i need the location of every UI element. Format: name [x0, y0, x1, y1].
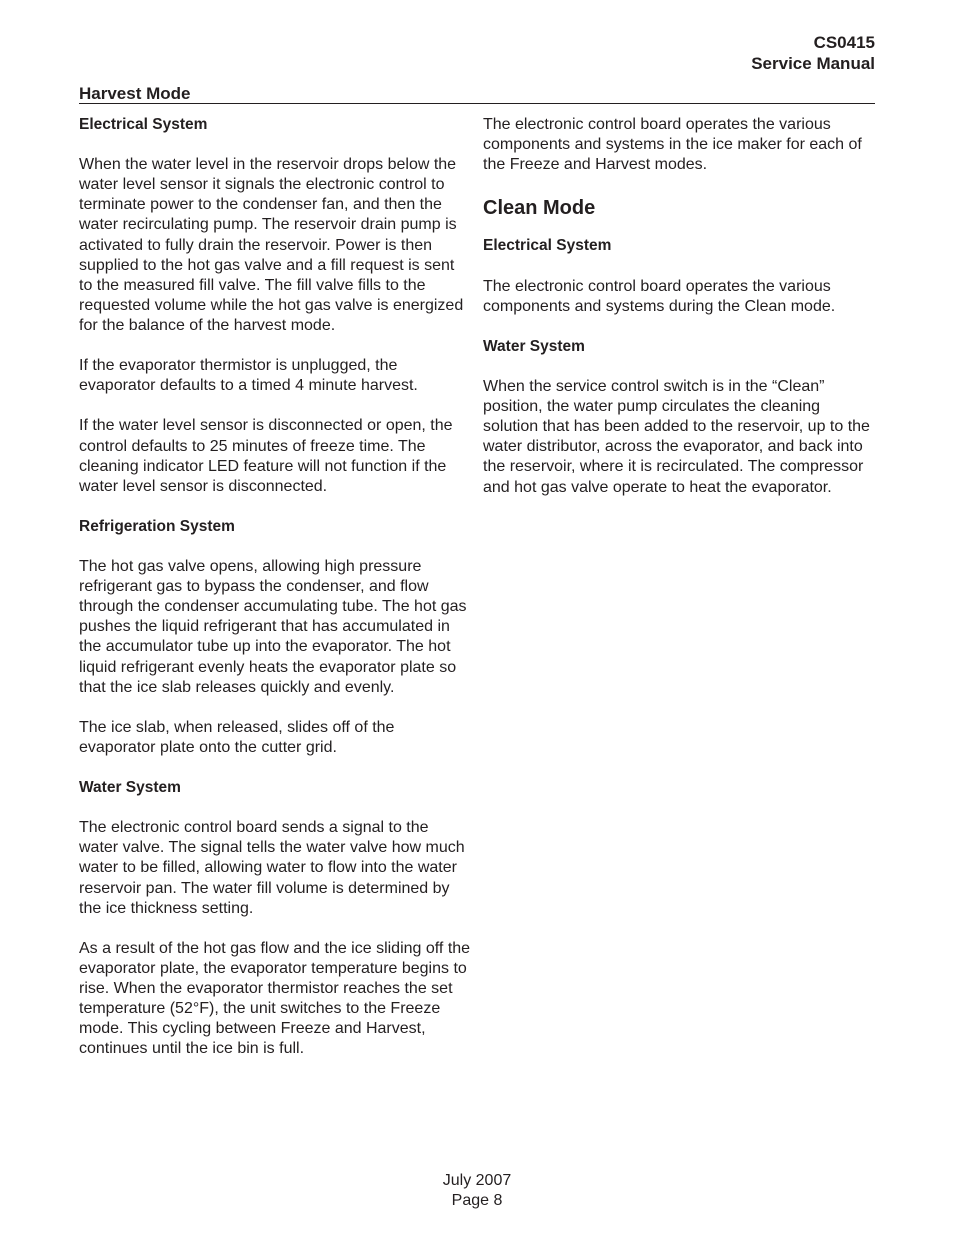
electrical-system-heading: Electrical System — [79, 116, 208, 133]
page-footer — [0, 1171, 954, 1211]
clean-mode-heading: Clean Mode — [483, 197, 596, 220]
section-title: Harvest Mode — [79, 84, 191, 103]
document-title: Service Manual — [751, 54, 875, 73]
electrical-system-heading: Electrical System — [483, 237, 612, 255]
paragraph: When the service control switch is in the “Clean” position, the water pump circulates the cleaning solution that has been added to the reservoir, up to the water distributor, across the evaporator, and back into the reservoir, where it is recirculated. The compressor and hot gas valve operate to heat the evaporator. — [483, 378, 870, 496]
paragraph: As a result of the hot gas flow and the ice sliding off the evaporator plate, the evaporator temperature begins to rise. When the evaporator thermistor reaches the set temperature (52°F), the unit switches to the Freeze mode. This cycling between Freeze and Harvest, continues until the ice bin is full. — [79, 939, 471, 1058]
paragraph: If the evaporator thermistor is unplugged, the evaporator defaults to a timed 4 minute harvest. — [79, 357, 418, 395]
footer-date: July 2007 — [442, 1172, 512, 1189]
paragraph: The electronic control board sends a signal to the water valve. The signal tells the water valve how much water to be filled, allowing water to flow into the water reservoir pan. The water fill volume is determined by the ice thickness setting. — [79, 819, 465, 917]
document-number: CS0415 — [813, 33, 875, 52]
paragraph: The ice slab, when released, slides off of the evaporator plate onto the cutter grid. — [79, 718, 395, 756]
document-header — [751, 32, 875, 74]
right-column — [483, 115, 878, 518]
refrigeration-system-heading: Refrigeration System — [79, 517, 235, 535]
left-column — [79, 115, 471, 1080]
paragraph: The electronic control board operates the various components and systems during the Clean mode. — [483, 277, 836, 315]
page-number: Page 8 — [451, 1192, 503, 1209]
water-system-heading: Water System — [79, 779, 181, 797]
water-system-heading: Water System — [483, 337, 585, 355]
header-divider — [79, 103, 875, 104]
paragraph: When the water level in the reservoir drops below the water level sensor it signals the electronic control to terminate power to the condenser fan, and then the water recirculating pump. The reservoir drain pump is activated to fully drain the reservoir. Power is then supplied to the hot gas valve and a fill request is sent to the measured fill valve. The fill valve fills to the requested volume while the hot gas valve is energized for the balance of the harvest mode. — [79, 156, 464, 334]
paragraph: The hot gas valve opens, allowing high pressure refrigerant gas to bypass the condenser, and flow through the condenser accumulating tube. The hot gas pushes the liquid refrigerant that has accumulated in the accumulator tube up into the evaporator. The hot liquid refrigerant evenly heats the evaporator plate so that the ice slab releases quickly and evenly. — [79, 558, 467, 696]
paragraph: If the water level sensor is disconnected or open, the control defaults to 25 minutes of freeze time. The cleaning indicator LED feature will not function if the water level sensor is disconnected. — [79, 417, 453, 495]
paragraph: The electronic control board operates the various components and systems in the ice maker for each of the Freeze and Harvest modes. — [483, 116, 862, 174]
